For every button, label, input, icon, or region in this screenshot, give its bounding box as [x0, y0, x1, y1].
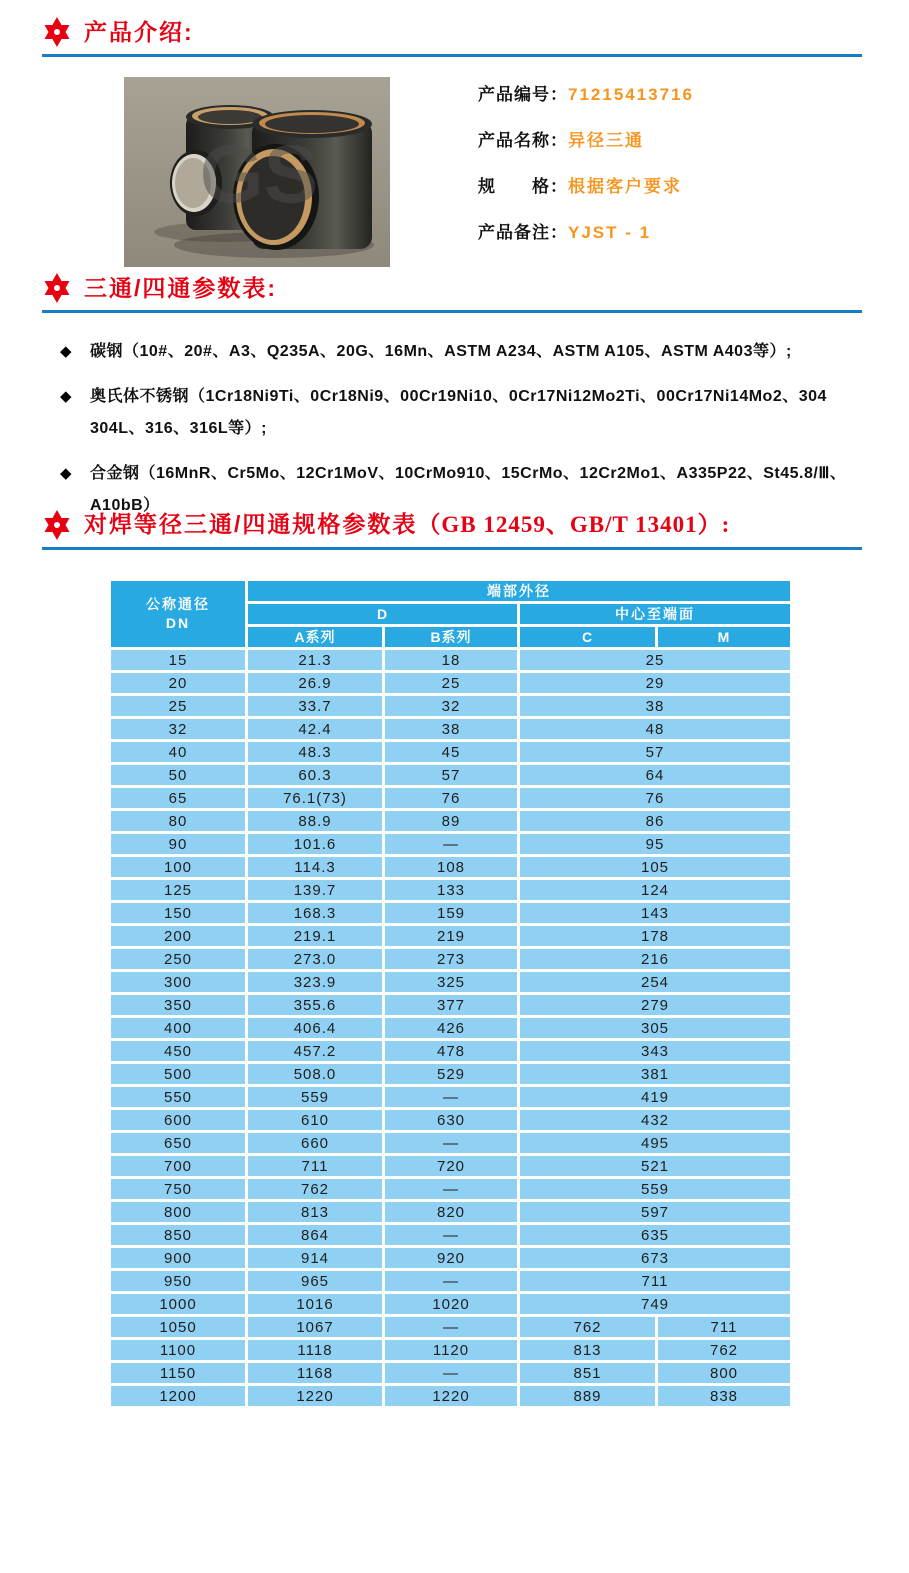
materials-list [60, 336, 872, 535]
table-row [110, 902, 792, 925]
cell-a-series: 762 [247, 1178, 384, 1201]
section-title-spec: 对焊等径三通/四通规格参数表（GB 12459、GB/T 13401）: [84, 511, 731, 537]
product-spec-row [478, 176, 898, 198]
cell-b-series: 159 [384, 902, 519, 925]
table-row [110, 1201, 792, 1224]
cell-b-series: 32 [384, 695, 519, 718]
cell-b-series: 108 [384, 856, 519, 879]
cell-dn: 1050 [110, 1316, 247, 1339]
cell-dn: 500 [110, 1063, 247, 1086]
cell-c-m-merged: 76 [519, 787, 792, 810]
cell-dn: 650 [110, 1132, 247, 1155]
cell-a-series: 42.4 [247, 718, 384, 741]
cell-b-series: 89 [384, 810, 519, 833]
cell-c-m-merged: 254 [519, 971, 792, 994]
cell-c-m-merged: 95 [519, 833, 792, 856]
cell-a-series: 26.9 [247, 672, 384, 695]
section-title-params: 三通/四通参数表: [84, 275, 278, 301]
cell-c-m-merged: 343 [519, 1040, 792, 1063]
cell-b-series: 1220 [384, 1385, 519, 1408]
cell-dn: 100 [110, 856, 247, 879]
table-row [110, 649, 792, 672]
cell-c-m-merged: 124 [519, 879, 792, 902]
cell-a-series: 76.1(73) [247, 787, 384, 810]
cell-a-series: 88.9 [247, 810, 384, 833]
product-name-label: 产品名称： [478, 131, 568, 150]
cell-a-series: 139.7 [247, 879, 384, 902]
pipe-tee-image [124, 77, 390, 267]
spec-table-header [110, 580, 792, 649]
cell-b-series: 426 [384, 1017, 519, 1040]
table-row [110, 1109, 792, 1132]
cell-dn: 20 [110, 672, 247, 695]
cell-b-series: 377 [384, 994, 519, 1017]
cell-a-series: 21.3 [247, 649, 384, 672]
cell-dn: 1000 [110, 1293, 247, 1316]
cell-b-series: 133 [384, 879, 519, 902]
cell-a-series: 1220 [247, 1385, 384, 1408]
table-row [110, 810, 792, 833]
cell-dn: 40 [110, 741, 247, 764]
cell-c-m-merged: 305 [519, 1017, 792, 1040]
cell-b-series: 219 [384, 925, 519, 948]
cell-b-series: 38 [384, 718, 519, 741]
cell-dn: 15 [110, 649, 247, 672]
product-code-row [478, 84, 898, 106]
cell-m: 762 [657, 1339, 792, 1362]
cell-a-series: 457.2 [247, 1040, 384, 1063]
spec-table [108, 578, 793, 1409]
table-row [110, 1293, 792, 1316]
table-row [110, 856, 792, 879]
cell-b-series: 25 [384, 672, 519, 695]
product-code-label: 产品编号： [478, 85, 568, 104]
table-row [110, 1017, 792, 1040]
cell-b-series: 820 [384, 1201, 519, 1224]
table-row [110, 718, 792, 741]
cell-dn: 25 [110, 695, 247, 718]
cell-b-series: 273 [384, 948, 519, 971]
table-row [110, 741, 792, 764]
cell-dn: 1200 [110, 1385, 247, 1408]
cell-b-series: 529 [384, 1063, 519, 1086]
cell-c-m-merged: 495 [519, 1132, 792, 1155]
table-row [110, 1316, 792, 1339]
six-pointed-star-icon [42, 272, 72, 304]
col-header-c: C [519, 626, 657, 649]
table-row [110, 925, 792, 948]
cell-a-series: 406.4 [247, 1017, 384, 1040]
section-header-params [42, 272, 862, 313]
product-info [478, 84, 898, 268]
cell-b-series: — [384, 1224, 519, 1247]
cell-c-m-merged: 381 [519, 1063, 792, 1086]
cell-dn: 125 [110, 879, 247, 902]
cell-a-series: 711 [247, 1155, 384, 1178]
cell-a-series: 323.9 [247, 971, 384, 994]
cell-b-series: — [384, 833, 519, 856]
table-row [110, 1178, 792, 1201]
cell-b-series: 325 [384, 971, 519, 994]
cell-dn: 600 [110, 1109, 247, 1132]
cell-dn: 50 [110, 764, 247, 787]
cell-c-m-merged: 48 [519, 718, 792, 741]
table-row [110, 1362, 792, 1385]
cell-c: 813 [519, 1339, 657, 1362]
cell-b-series: 57 [384, 764, 519, 787]
cell-c-m-merged: 216 [519, 948, 792, 971]
cell-c-m-merged: 143 [519, 902, 792, 925]
table-row [110, 787, 792, 810]
table-row [110, 1224, 792, 1247]
cell-c: 762 [519, 1316, 657, 1339]
cell-dn: 900 [110, 1247, 247, 1270]
table-row [110, 1385, 792, 1408]
cell-dn: 150 [110, 902, 247, 925]
cell-a-series: 813 [247, 1201, 384, 1224]
cell-a-series: 60.3 [247, 764, 384, 787]
cell-a-series: 559 [247, 1086, 384, 1109]
cell-b-series: — [384, 1362, 519, 1385]
six-pointed-star-icon [42, 509, 72, 541]
cell-b-series: 630 [384, 1109, 519, 1132]
cell-dn: 350 [110, 994, 247, 1017]
cell-a-series: 219.1 [247, 925, 384, 948]
gs-watermark: GS [199, 129, 319, 220]
cell-c-m-merged: 25 [519, 649, 792, 672]
cell-a-series: 355.6 [247, 994, 384, 1017]
table-row [110, 994, 792, 1017]
cell-c-m-merged: 673 [519, 1247, 792, 1270]
cell-c: 889 [519, 1385, 657, 1408]
cell-b-series: — [384, 1270, 519, 1293]
cell-dn: 950 [110, 1270, 247, 1293]
cell-m: 800 [657, 1362, 792, 1385]
section-header-spec [42, 508, 862, 550]
cell-b-series: 1120 [384, 1339, 519, 1362]
col-header-center-to-end: 中心至端面 [519, 603, 792, 626]
cell-dn: 850 [110, 1224, 247, 1247]
section-header-intro [42, 16, 862, 57]
cell-dn: 1100 [110, 1339, 247, 1362]
cell-b-series: 920 [384, 1247, 519, 1270]
product-spec-label: 规 格： [478, 177, 568, 196]
cell-a-series: 114.3 [247, 856, 384, 879]
cell-c-m-merged: 105 [519, 856, 792, 879]
product-note-value: YJST - 1 [568, 223, 652, 242]
col-header-m: M [657, 626, 792, 649]
table-row [110, 971, 792, 994]
cell-b-series: 18 [384, 649, 519, 672]
product-spec-value: 根据客户要求 [568, 177, 682, 196]
diamond-bullet-icon: ◆ [60, 388, 72, 405]
cell-b-series: — [384, 1316, 519, 1339]
cell-c-m-merged: 635 [519, 1224, 792, 1247]
cell-dn: 250 [110, 948, 247, 971]
table-row [110, 1063, 792, 1086]
cell-c-m-merged: 279 [519, 994, 792, 1017]
cell-c-m-merged: 64 [519, 764, 792, 787]
cell-a-series: 1118 [247, 1339, 384, 1362]
section-title-intro: 产品介绍: [84, 19, 194, 45]
col-header-end-od: 端部外径 [247, 580, 792, 603]
cell-a-series: 1016 [247, 1293, 384, 1316]
cell-dn: 32 [110, 718, 247, 741]
cell-a-series: 508.0 [247, 1063, 384, 1086]
table-row [110, 1132, 792, 1155]
cell-dn: 750 [110, 1178, 247, 1201]
cell-a-series: 273.0 [247, 948, 384, 971]
col-header-b-series: B系列 [384, 626, 519, 649]
cell-a-series: 914 [247, 1247, 384, 1270]
list-item-stainless-steel [60, 381, 872, 445]
cell-dn: 550 [110, 1086, 247, 1109]
table-row [110, 1339, 792, 1362]
cell-c-m-merged: 521 [519, 1155, 792, 1178]
cell-m: 711 [657, 1316, 792, 1339]
cell-dn: 400 [110, 1017, 247, 1040]
six-pointed-star-icon [42, 16, 72, 48]
table-row [110, 948, 792, 971]
product-name-value: 异径三通 [568, 131, 644, 150]
cell-b-series: 720 [384, 1155, 519, 1178]
cell-c-m-merged: 432 [519, 1109, 792, 1132]
product-name-row [478, 130, 898, 152]
cell-b-series: 45 [384, 741, 519, 764]
material-text: 奥氏体不锈钢（1Cr18Ni9Ti、0Cr18Ni9、00Cr19Ni10、0Cr17Ni12Mo2Ti、00Cr17Ni14Mo2、304 [90, 388, 827, 405]
cell-dn: 800 [110, 1201, 247, 1224]
table-row [110, 1086, 792, 1109]
diamond-bullet-icon: ◆ [60, 343, 72, 360]
cell-b-series: 76 [384, 787, 519, 810]
col-header-d: D [247, 603, 519, 626]
diamond-bullet-icon: ◆ [60, 465, 72, 482]
table-row [110, 672, 792, 695]
product-photo [124, 77, 390, 267]
cell-c-m-merged: 86 [519, 810, 792, 833]
table-row [110, 695, 792, 718]
cell-dn: 300 [110, 971, 247, 994]
cell-c-m-merged: 57 [519, 741, 792, 764]
product-note-row [478, 222, 898, 244]
cell-a-series: 610 [247, 1109, 384, 1132]
cell-c-m-merged: 29 [519, 672, 792, 695]
table-row [110, 1247, 792, 1270]
cell-a-series: 1067 [247, 1316, 384, 1339]
material-text: 碳钢（10#、20#、A3、Q235A、20G、16Mn、ASTM A234、ASTM A105、ASTM A403等）; [90, 343, 792, 360]
material-text: 合金钢（16MnR、Cr5Mo、12Cr1MoV、10CrMo910、15CrMo、12Cr2Mo1、A335P22、St45.8/Ⅲ、 [90, 465, 847, 482]
cell-a-series: 660 [247, 1132, 384, 1155]
cell-dn: 90 [110, 833, 247, 856]
cell-c-m-merged: 597 [519, 1201, 792, 1224]
spec-table-body [110, 649, 792, 1408]
cell-dn: 65 [110, 787, 247, 810]
cell-dn: 200 [110, 925, 247, 948]
table-row [110, 764, 792, 787]
cell-b-series: 1020 [384, 1293, 519, 1316]
cell-c-m-merged: 711 [519, 1270, 792, 1293]
cell-c-m-merged: 38 [519, 695, 792, 718]
cell-dn: 80 [110, 810, 247, 833]
cell-a-series: 864 [247, 1224, 384, 1247]
cell-m: 838 [657, 1385, 792, 1408]
cell-a-series: 33.7 [247, 695, 384, 718]
table-row [110, 833, 792, 856]
cell-dn: 450 [110, 1040, 247, 1063]
cell-c: 851 [519, 1362, 657, 1385]
col-header-dn: 公称通径 DN [110, 580, 247, 649]
table-row [110, 1040, 792, 1063]
cell-a-series: 101.6 [247, 833, 384, 856]
cell-a-series: 965 [247, 1270, 384, 1293]
cell-dn: 1150 [110, 1362, 247, 1385]
material-text: A10bB） [90, 497, 160, 514]
cell-a-series: 168.3 [247, 902, 384, 925]
cell-a-series: 48.3 [247, 741, 384, 764]
product-note-label: 产品备注： [478, 223, 568, 242]
cell-c-m-merged: 559 [519, 1178, 792, 1201]
list-item-carbon-steel [60, 336, 872, 368]
cell-b-series: 478 [384, 1040, 519, 1063]
cell-a-series: 1168 [247, 1362, 384, 1385]
table-row [110, 1155, 792, 1178]
cell-b-series: — [384, 1178, 519, 1201]
table-row [110, 1270, 792, 1293]
col-header-a-series: A系列 [247, 626, 384, 649]
product-code-value: 71215413716 [568, 85, 695, 104]
cell-c-m-merged: 419 [519, 1086, 792, 1109]
cell-b-series: — [384, 1086, 519, 1109]
cell-c-m-merged: 749 [519, 1293, 792, 1316]
cell-b-series: — [384, 1132, 519, 1155]
cell-c-m-merged: 178 [519, 925, 792, 948]
cell-dn: 700 [110, 1155, 247, 1178]
table-row [110, 879, 792, 902]
material-text: 304L、316、316L等）; [90, 420, 267, 437]
